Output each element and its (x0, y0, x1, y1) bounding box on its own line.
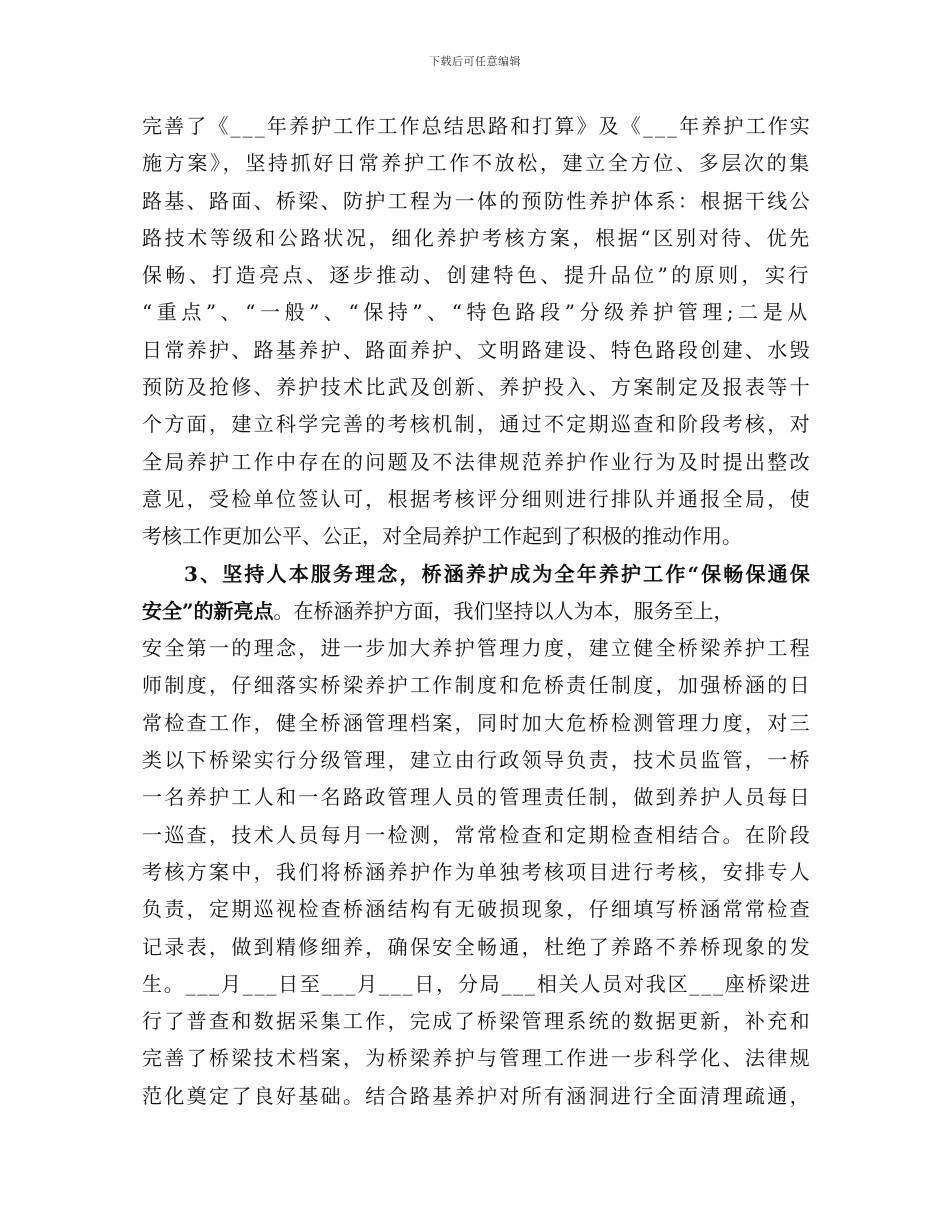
text-line (142, 183, 812, 220)
text-line (142, 294, 812, 331)
text-run: 日常养护、路基养护、路面养护、文明路建设、特色路段创建、水毁 (142, 337, 812, 362)
section-heading (142, 556, 812, 593)
text-line (142, 518, 812, 555)
text-line (142, 145, 812, 182)
text-line (142, 1003, 812, 1040)
text-run: 路基、路面、桥梁、防护工程为一体的预防性养护体系：根据干线公 (142, 188, 812, 213)
text-line (142, 108, 812, 145)
text-line (142, 1078, 812, 1115)
page-header-note: 下载后可任意编辑 (429, 55, 521, 68)
text-run: 范化奠定了良好基础。结合路基养护对所有涵洞进行全面清理疏通， (142, 1083, 812, 1108)
text-run: 安全第一的理念，进一步加大养护管理力度，建立健全桥梁养护工程 (142, 636, 812, 661)
text-line (142, 667, 812, 704)
text-run: 行了普查和数据采集工作，完成了桥梁管理系统的数据更新，补充和 (142, 1009, 812, 1034)
text-line (142, 705, 812, 742)
text-run: 保畅、打造亮点、逐步推动、创建特色、提升品位”的原则，实行 (142, 263, 812, 288)
text-run: 意见，受检单位签认可，根据考核评分细则进行排队并通报全局，使 (142, 486, 812, 511)
text-line (142, 817, 812, 854)
text-run: 。在桥涵养护方面，我们坚持以人为本，服务至上， (273, 598, 734, 623)
text-line (142, 1040, 812, 1077)
text-run: 一名养护工人和一名路政管理人员的管理责任制，做到养护人员每日 (142, 785, 812, 810)
text-run: 全局养护工作中存在的问题及不法律规范养护作业行为及时提出整改 (142, 449, 812, 474)
text-line (142, 332, 812, 369)
text-run: 完善了桥梁技术档案，为桥梁养护与管理工作进一步科学化、法律规 (142, 1046, 812, 1071)
text-line (142, 406, 812, 443)
text-run: “重点”、“一般”、“保持”、“特色路段”分级养护管理;二是从 (142, 300, 812, 325)
text-run: 生。___月___日至___月___日，分局___相关人员对我区___座桥梁进 (142, 971, 812, 996)
text-run: 路技术等级和公路状况，细化养护考核方案，根据“区别对待、优先 (142, 225, 812, 250)
text-run: 施方案》，坚持抓好日常养护工作不放松，建立全方位、多层次的集 (142, 151, 812, 176)
text-run: 常检查工作，健全桥涵管理档案，同时加大危桥检测管理力度，对三 (142, 710, 812, 735)
text-run: 个方面，建立科学完善的考核机制，通过不定期巡查和阶段考核，对 (142, 412, 812, 437)
text-run: 一巡查，技术人员每月一检测，常常检查和定期检查相结合。在阶段 (142, 822, 812, 847)
text-line (142, 779, 812, 816)
text-line (142, 257, 812, 294)
text-line (142, 593, 812, 630)
text-line (142, 444, 812, 481)
text-run: 记录表，做到精修细养，确保安全畅通，杜绝了养路不养桥现象的发 (142, 934, 812, 959)
text-line (142, 929, 812, 966)
text-line (142, 891, 812, 928)
section-heading-tail: 安全”的新亮点 (142, 598, 274, 623)
text-run: 类以下桥梁实行分级管理，建立由行政领导负责，技术员监管，一桥 (142, 748, 812, 773)
text-line (142, 369, 812, 406)
text-run: 考核工作更加公平、公正，对全局养护工作起到了积极的推动作用。 (142, 524, 742, 549)
text-line (142, 220, 812, 257)
text-line (142, 966, 812, 1003)
text-line (142, 854, 812, 891)
document-body (142, 108, 812, 1115)
text-run: 师制度，仔细落实桥梁养护工作制度和危桥责任制度，加强桥涵的日 (142, 673, 812, 698)
text-line (142, 481, 812, 518)
text-run: 预防及抢修、养护技术比武及创新、养护投入、方案制定及报表等十 (142, 375, 812, 400)
text-run: 3、坚持人本服务理念，桥涵养护成为全年养护工作“保畅保通保 (184, 561, 812, 586)
text-line (142, 742, 812, 779)
text-run: 负责，定期巡视检查桥涵结构有无破损现象，仔细填写桥涵常常检查 (142, 897, 812, 922)
text-run: 完善了《___年养护工作工作总结思路和打算》及《___年养护工作实 (142, 114, 812, 138)
text-run: 考核方案中，我们将桥涵养护作为单独考核项目进行考核，安排专人 (142, 859, 812, 884)
text-line (142, 630, 812, 667)
